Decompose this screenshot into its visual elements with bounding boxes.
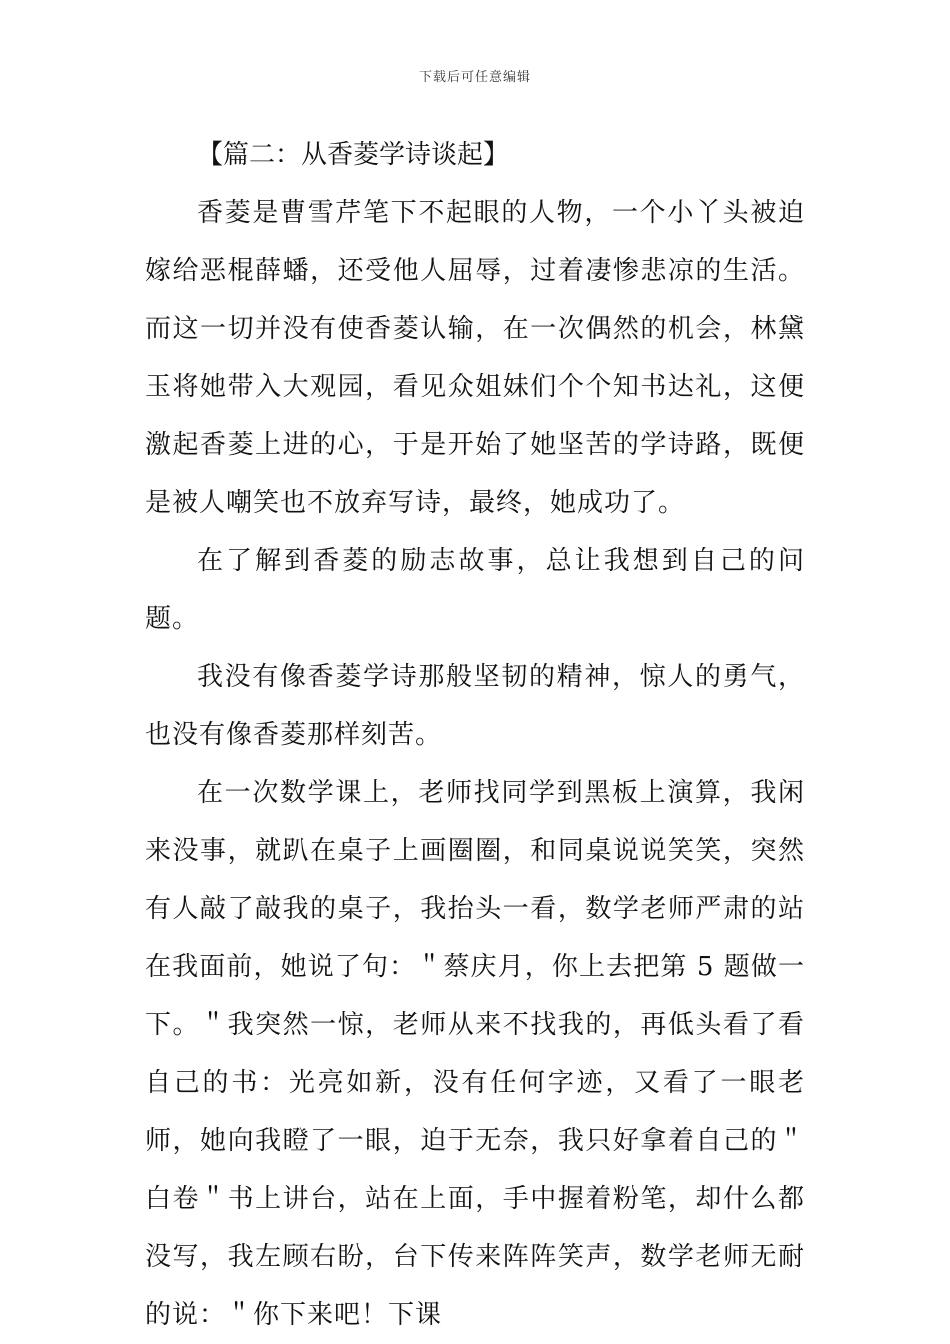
paragraph: 香菱是曹雪芹笔下不起眼的人物，一个小丫头被迫嫁给恶棍薛蟠，还受他人屈辱，过着凄惨悲凉的生活。而这一切并没有使香菱认输，在一次偶然的机会，林黛玉将她带入大观园，看见众姐妹们个个知书达礼，这便激起香菱上进的心，于是开始了她坚苦的学诗路，既便是被人嘲笑也不放弃写诗，最终，她成功了。: [145, 198, 805, 518]
paragraph: 在了解到香菱的励志故事，总让我想到自己的问题。: [145, 546, 805, 634]
document-body: [145, 126, 805, 1344]
section-title: 【篇二：从香菱学诗谈起】: [197, 140, 510, 170]
paragraph: 在一次数学课上，老师找同学到黑板上演算，我闲来没事，就趴在桌子上画圈圈，和同桌说说笑笑，突然有人敲了敲我的桌子，我抬头一看，数学老师严肃的站在我面前，她说了句：＂蔡庆月，你上去把第 5 题做一下。＂我突然一惊，老师从来不找我的，再低头看了看自己的书：光亮如新，没有任何字迹，又看了一眼老师，她向我瞪了一眼，迫于无奈，我只好拿着自己的＂白卷＂书上讲台，站在上面，手中握着粉笔，却什么都没写，我左顾右盼，台下传来阵阵笑声，数学老师无耐的说：＂你下来吧！下课: [145, 778, 805, 1330]
paragraph: 我没有像香菱学诗那般坚韧的精神，惊人的勇气，也没有像香菱那样刻苦。: [145, 662, 805, 750]
page-header: 下载后可任意编辑: [418, 70, 531, 85]
